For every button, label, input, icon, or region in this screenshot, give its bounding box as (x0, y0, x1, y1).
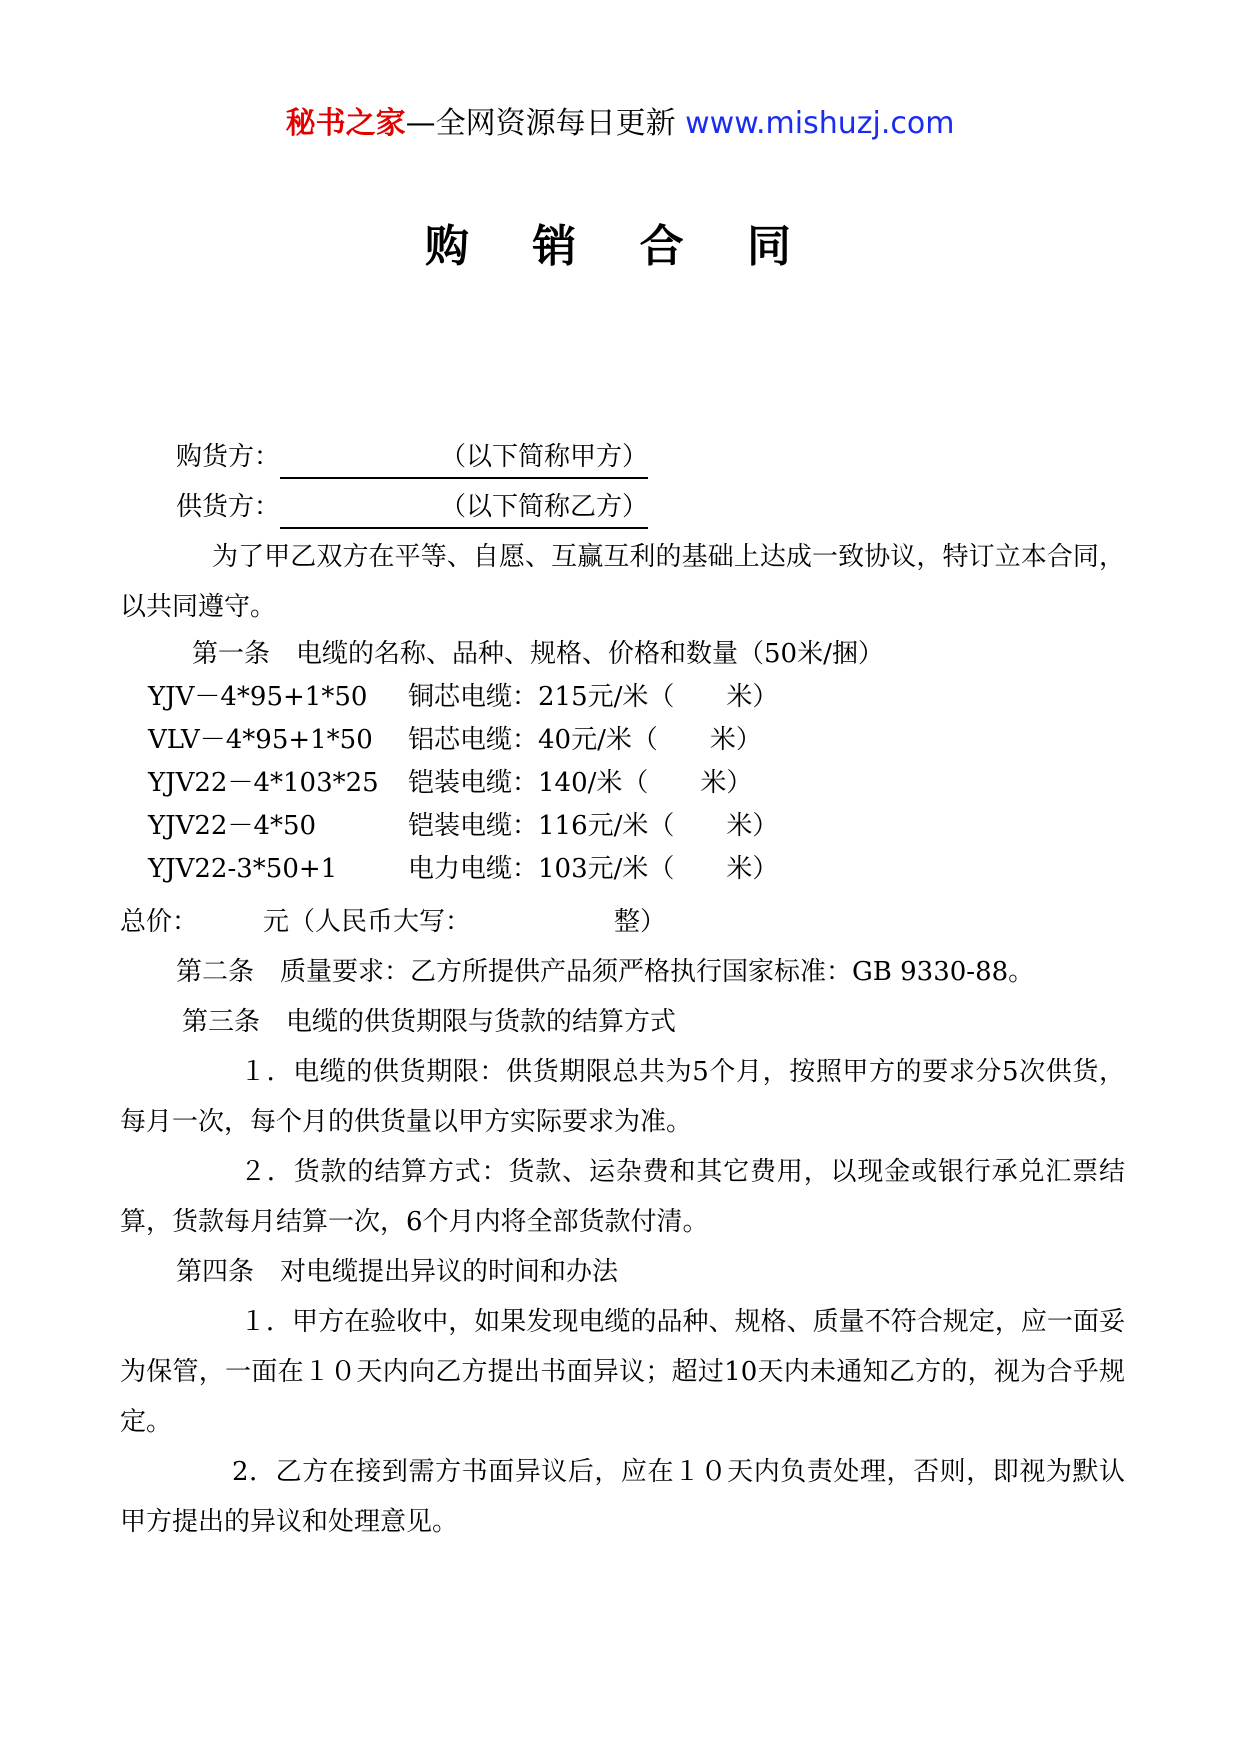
product-desc: 铜芯电缆：215元/米（ 米） (408, 682, 779, 712)
product-desc: 铝芯电缆：40元/米（ 米） (408, 725, 762, 755)
seller-label: 供货方： (176, 492, 281, 522)
article3-item1: １．电缆的供货期限：供货期限总共为5个月，按照甲方的要求分5次供货，每月一次，每个月的供货量以甲方实际要求为准。 (120, 1057, 1125, 1137)
contract-body (120, 432, 1125, 1547)
seller-suffix: （以下简称乙方） (440, 492, 649, 522)
article4-item1: １．甲方在验收中，如果发现电缆的品种、规格、质量不符合规定，应一面妥为保管，一面在１０天内向乙方提出书面异议；超过10天内未通知乙方的，视为合乎规定。 (120, 1307, 1125, 1437)
product-desc: 铠装电缆：116元/米（ 米） (408, 811, 779, 841)
site-url-link[interactable]: www.mishuzj.com (685, 106, 955, 141)
buyer-suffix: （以下简称甲方） (440, 442, 649, 472)
product-row (120, 848, 1125, 891)
product-row (120, 762, 1125, 805)
product-model: YJV22-3*50+1 (148, 854, 338, 884)
article3-heading: 第三条 电缆的供货期限与货款的结算方式 (182, 1007, 677, 1037)
product-model: YJV22－4*50 (148, 811, 317, 841)
article1-heading: 第一条 电缆的名称、品种、规格、价格和数量（50米/捆） (192, 639, 884, 669)
buyer-label: 购货方： (176, 442, 281, 472)
buyer-field[interactable] (280, 437, 648, 479)
product-model: YJV－4*95+1*50 (148, 682, 368, 712)
header-slogan: —全网资源每日更新 (405, 106, 676, 141)
article4-heading: 第四条 对电缆提出异议的时间和办法 (176, 1257, 619, 1287)
buyer-line (120, 432, 1125, 482)
intro-paragraph: 为了甲乙双方在平等、自愿、互赢互利的基础上达成一致协议，特订立本合同，以共同遵守。 (120, 542, 1125, 622)
seller-field[interactable] (280, 487, 648, 529)
brand-name: 秘书之家 (285, 106, 406, 141)
product-list (120, 676, 1125, 891)
article2-paragraph: 第二条 质量要求：乙方所提供产品须严格执行国家标准：GB 9330-88。 (176, 957, 1035, 987)
product-row (120, 805, 1125, 848)
document-title: 购 销 合 同 (425, 221, 815, 272)
site-header (0, 100, 1240, 148)
total-price-line: 总价： 元（人民币大写： 整） (120, 907, 667, 937)
product-row (120, 676, 1125, 719)
product-row (120, 719, 1125, 762)
product-desc: 电力电缆：103元/米（ 米） (408, 854, 779, 884)
article4-item2: 2．乙方在接到需方书面异议后，应在１０天内负责处理，否则，即视为默认甲方提出的异议和处理意见。 (120, 1457, 1125, 1537)
article3-item2: ２．货款的结算方式：货款、运杂费和其它费用，以现金或银行承兑汇票结算，货款每月结算一次，6个月内将全部货款付清。 (120, 1157, 1125, 1237)
seller-line (120, 482, 1125, 532)
product-model: YJV22－4*103*25 (148, 768, 379, 798)
product-model: VLV－4*95+1*50 (148, 725, 373, 755)
product-desc: 铠装电缆：140/米（ 米） (408, 768, 753, 798)
